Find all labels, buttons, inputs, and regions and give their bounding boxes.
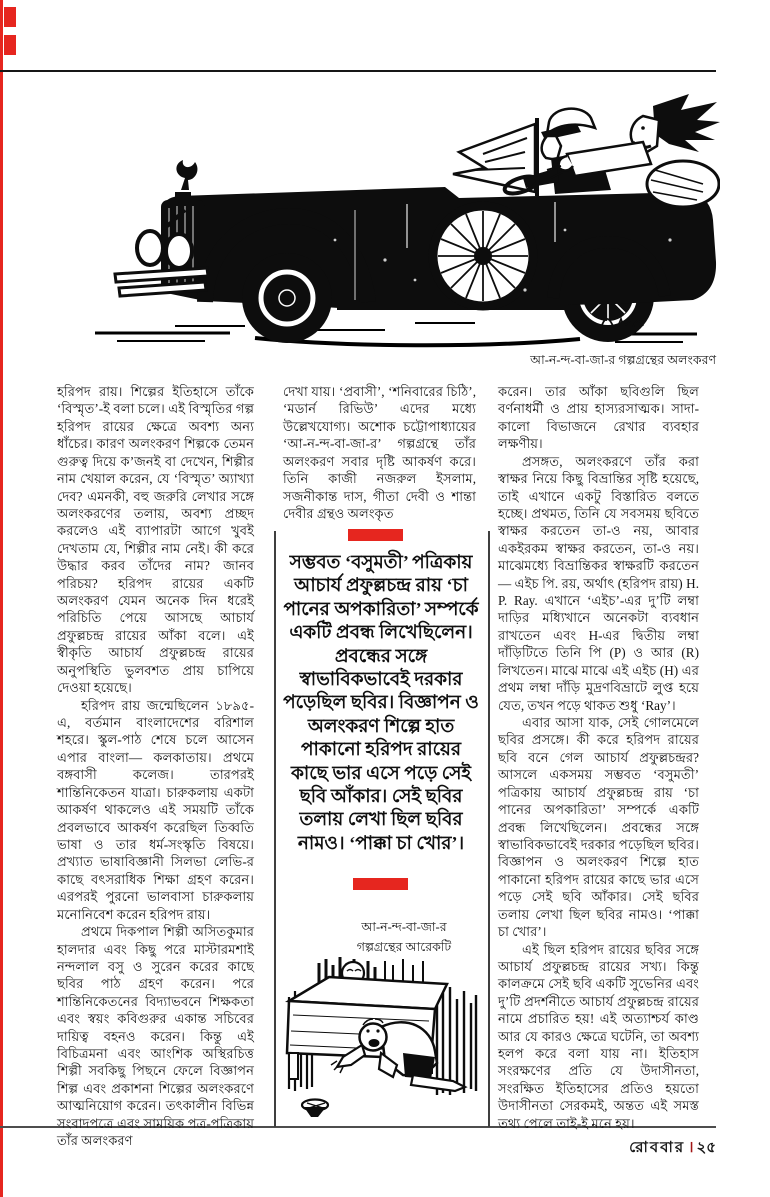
caption-line: আ-ন-ন্দ-বা-জা-র [361,920,447,934]
magazine-name: রোববার [629,1140,686,1156]
crawl-illustration-caption [348,917,460,957]
text-column-3 [498,383,699,1132]
top-rule [0,70,716,72]
pullquote-red-bar-top [348,529,403,541]
pull-quote: সম্ভবত ‘বসুমতী’ পত্রিকায় আচার্য প্রফুল্লচন্দ্র রায় ‘চা পানের অপকারিতা’ সম্পর্কে একটি প্রবন্ধ লিখেছিলেন। প্রবন্ধের সঙ্গে স্বাভাবিকভাবেই দরকার পড়েছিল ছবির। বিজ্ঞাপন ও অলংকরণ শিল্পে হাত পাকানো হরিপদ রায়ের কাছে ভার এসে পড়ে সেই ছবি আঁকার। সেই ছবির তলায় লেখা ছিল ছবির নামও। ‘পাক্কা চা খোর’। [283,552,479,853]
red-corner-mark [4,7,16,27]
luggage-roll [647,161,719,207]
paragraph: প্রথমে দিকপাল শিল্পী অসিতকুমার হালদার এবং কিছু পরে মাস্টারমশাই নন্দলাল বসু ও সুরেন করের কাছে ছবির পাঠ গ্রহণ করেন। পরে শান্তিনিকেতনের বিদ্যাভবনে শিক্ষকতা এবং স্বয়ং কবিগুরুর একান্ত সচিবের দায়িত্ব বহনও করেন। কিন্তু এই বিচিত্রমনা এবং আংশিক অস্থিরচিত্ত শিল্পী সবকিছু পিছনে ফেলে বিজ্ঞাপন শিল্প এবং প্রকাশনা শিল্পের অলংকরণে আত্মনিয়োগ করেন। তৎকালীন বিভিন্ন সংবাদপত্রে এবং সাময়িক পত্র-পত্রিকায় তাঁর অলংকরণ [57,924,254,1149]
paragraph: এবার আসা যাক, সেই গোলমেলে ছবির প্রসঙ্গে। কী করে হরিপদ রায়ের ছবি বনে গেল আচার্য প্রফুল্লচন্দ্রর? আসলে একসময় সম্ভবত ‘বসুমতী’ পত্রিকায় আচার্য প্রফুল্লচন্দ্র রায় ‘চা পানের অপকারিতা’ সম্পর্কে একটি প্রবন্ধ লিখেছিলেন। প্রবন্ধের সঙ্গে স্বাভাবিকভাবেই দরকার পড়েছিল ছবির। বিজ্ঞাপন ও অলংকরণ শিল্পে হাত পাকানো হরিপদ রায়ের কাছে ভার এসে পড়ে সেই ছবি আঁকার। সেই ছবির তলায় লেখা ছিল ছবির নামও। ‘পাক্কা চা খোর’। [498,715,699,940]
red-spine-line [0,0,3,1197]
car-illustration [55,90,720,348]
text-column-2 [283,383,476,522]
paragraph: দেখা যায়। ‘প্রবাসী’, ‘শনিবারের চিঠি’, ‘মডার্ন রিভিউ’ এদের মধ্যে উল্লেখযোগ্য। অশোক চট্টোপাধ্যায়ের ‘আ-ন-ন্দ-বা-জা-র’ গল্পগ্রন্থে তাঁর অলংকরণ সবার দৃষ্টি আকর্ষণ করে। তিনি কাজী নজরুল ইসলাম, সজনীকান্ত দাস, গীতা দেবী ও শান্তা দেবীর গ্রন্থও অলংকৃত [283,384,476,521]
caption-line: গল্পগ্রন্থের আরেকটি [356,940,452,954]
windscreen-flag [453,118,537,196]
pullquote-right-rule [488,531,490,1127]
fallen-cup [302,1100,328,1118]
paragraph: করেন। তার আঁকা ছবিগুলি ছিল বর্ণনাধর্মী ও প্রায় হাস্যরসাত্মক। সাদা-কালো বিভাজনে রেখার ব্যবহার লক্ষণীয়। [498,384,699,452]
hood-ornament [176,160,197,190]
page-footer [380,1136,716,1161]
paragraph: এই ছিল হরিপদ রায়ের ছবির সঙ্গে আচার্য প্রফুল্লচন্দ্র রায়ের সখ্য। কিন্তু কালক্রমে সেই ছবি একটি সুভেনির এবং দু’টি প্রদর্শনীতে আচার্য প্রফুল্লচন্দ্র রায়ের নামে প্রচারিত হয়! এই অত্যাশ্চর্য কাণ্ড আর যে কারও ক্ষেত্রে ঘটেনি, তা অবশ্য হলপ করে বলা যায় না। ইতিহাস সংরক্ষণের প্রতি যে উদাসীনতা, সংরক্ষিত ইতিহাসের প্রতিও হয়তো উদাসীনতা সেরকমই, অন্তত এই সমস্ত তথ্য পেলে তাই-ই মনে হয়। [498,941,699,1131]
car-caption: আ-ন-ন্দ-বা-জা-র গল্পগ্রন্থের অলংকরণ [530,353,716,367]
paragraph: হরিপদ রায় জন্মেছিলেন ১৮৯৫-এ, বর্তমান বাংলাদেশের বরিশাল শহরে। স্কুল-পাঠ শেষে চলে আসেন এপার বাংলা— কলকাতায়। প্রথমে বঙ্গবাসী কলেজ। তারপরই শান্তিনিকেতন যাত্রা। চারুকলায় একটা আকর্ষণ থাকলেও এই সময়টি তাঁকে প্রবলভাবে আকর্ষণ করেছিল তিব্বতি ভাষা ও তার ধর্ম-সংস্কৃতি বিষয়ে। প্রখ্যাত ভাষাবিজ্ঞানী সিলভা লেভি-র কাছে বৎসরাধিক শিক্ষা গ্রহণ করেন। এরপরই পুরনো ভালবাসা চারুকলায় মনোনিবেশ করেন হরিপদ রায়। [57,697,254,922]
crawling-man-illustration [285,957,480,1125]
pullquote-left-rule [274,531,276,1127]
paragraph: হরিপদ রায়। শিল্পের ইতিহাসে তাঁকে ‘বিস্মৃত’-ই বলা চলে। এই বিস্মৃতির গল্প হরিপদ রায়ের ক্ষেত্রে অবশ্য অন্য ধাঁচের। কারণ অলংকরণ শিল্পকে তেমন গুরুত্ব দিয়ে ক’জনই বা দেখেন, শিল্পীর নাম খেয়াল করেন, যে ‘বিস্মৃত’ অ্যাখ্যা দেব? এমনকী, বহু জরুরি লেখার সঙ্গে অলংকরণের তলায়, অবশ্য প্রচ্ছদ করলেও এই ব্যাপারটা আগে খুবই দেখতাম যে, শিল্পীর নাম নেই। কী করে উদ্ধার করব তাঁদের নাম? জানব পরিচয়? হরিপদ রায়ের একটি অলংকরণ যেমন অনেক দিন ধরেই পরিচিতি পেয়ে আসছে আচার্য প্রফুল্লচন্দ্র রায়ের আঁকা বলে। এই স্বীকৃতি আচার্য প্রফুল্লচন্দ্র রায়ের অনুপস্থিতি ভুলবশত প্রায় চাপিয়ে দেওয়া হয়েছে। [57,384,254,696]
paragraph: প্রসঙ্গত, অলংকরণে তাঁর করা স্বাক্ষর নিয়ে কিছু বিভ্রান্তির সৃষ্টি হয়েছে, তাই এখানে একটু বিস্তারিত বলতে হচ্ছে। প্রথমত, তিনি যে সবসময় ছবিতে স্বাক্ষর করতেন তা-ও নয়, আবার একইরকম স্বাক্ষর করতেন, তা-ও নয়। মাঝেমধ্যে বিভ্রান্তিকর স্বাক্ষরটি করতেন— এইচ পি. রয়, অর্থাৎ (হরিপদ রায়) H. P. Ray. এখানে ‘এইচ’-এর দু’টি লম্বা দাড়ির মধ্যিখানে অনেকটা ব্যবধান রাখতেন এবং H-এর দ্বিতীয় লম্বা দাঁড়িটিতে তিনি পি (P) ও আর (R) লিখতেন। মাঝে মাঝে এই এইচ (H) এর প্রথম লম্বা দাঁড়ি মুদ্রণবিভ্রাটে লুপ্ত হয়ে যেত, তখন পড়ে থাকত শুধু ‘Ray’। [498,453,699,713]
red-corner-mark [4,35,16,55]
page-number: ২৫ [696,1140,716,1156]
pullquote-red-bar-bottom [353,878,408,890]
text-column-1 [57,383,254,1150]
footer-separator: । [688,1140,694,1156]
spare-wheel [433,206,533,306]
